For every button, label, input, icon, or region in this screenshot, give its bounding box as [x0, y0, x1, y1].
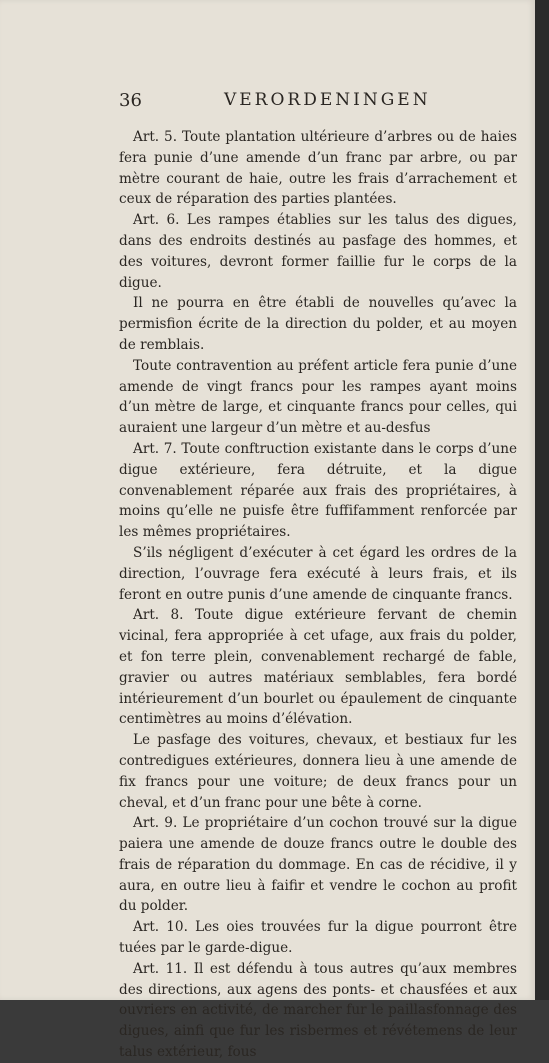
header-title: VERORDENINGEN [224, 90, 431, 110]
paragraph-art-6-penalty: Toute contravention au préfent article fera punie d’une amende de vingt francs pour les rampes ayant moins d’un mètre de large, et cinquante francs pour celles, qui auraient une largeur d’un mètre et au-desfus [119, 357, 517, 437]
paragraph-art-6: Art. 6. Les rampes établies sur les talus des digues, dans des endroits destinés au pasfage des hommes, et des voitures, devront former faillie fur le corps de la digue. [119, 212, 517, 291]
paragraph-art-5: Art. 5. Toute plantation ultérieure d’arbres ou de haies fera punie d’une amende d’un franc par arbre, ou par mètre courant de haie, outre les frais d’arrachement et ceux de réparation des parties plantées. [119, 129, 517, 208]
paragraph-art-8: Art. 8. Toute digue extérieure fervant de chemin vicinal, fera appropriée à cet ufage, aux frais du polder, et fon terre plein, convenablement rechargé de fable, gravier ou autres matériaux semblables, fera bordé intérieurement d’un bourlet ou épaulement de cinquante centimètres au moins d’élévation. [119, 607, 517, 728]
paragraph-art-7-neglect: S’ils négligent d’exécuter à cet égard les ordres de la direction, l’ouvrage fera exécuté à leurs frais, et ils feront en outre punis d’une amende de cinquante francs. [119, 544, 517, 603]
paragraph-art-9: Art. 9. Le propriétaire d’un cochon trouvé sur la digue paiera une amende de douze francs outre le double des frais de réparation du dommage. En cas de récidive, il y aura, en outre lieu à faifir et vendre le cochon au profit du polder. [119, 815, 517, 915]
running-head [119, 90, 431, 114]
paragraph-art-7: Art. 7. Toute conftruction existante dans le corps d’une digue extérieure, fera détruite, et la digue convenablement réparée aux frais des propriétaires, à moins qu’elle ne puisfe être fuffifamment renforcée par les mêmes propriétaires. [119, 440, 517, 541]
body-text [119, 127, 517, 1063]
book-spine-edge [535, 0, 549, 1000]
paragraph-art-8-passage: Le pasfage des voitures, chevaux, et bestiaux fur les contredigues extérieures, donnera lieu à une amende de fix francs pour une voiture; de deux francs pour un cheval, et d’un franc pour une bête à corne. [119, 732, 517, 811]
page-number: 36 [119, 90, 142, 111]
paragraph-art-11: Art. 11. Il est défendu à tous autres qu’aux membres des directions, aux agens des ponts- et chausfées et aux ouvriers en activité, de marcher fur le paillasfonnage des digues, ainfi que fur les risbermes et révétemens de leur talus extérieur, fous [119, 960, 517, 1061]
paragraph-art-6-permission: Il ne pourra en être établi de nouvelles qu’avec la permisfion écrite de la direction du polder, et au moyen de remblais. [119, 295, 517, 353]
paragraph-art-10: Art. 10. Les oies trouvées fur la digue pourront être tuées par le garde-digue. [119, 919, 517, 957]
